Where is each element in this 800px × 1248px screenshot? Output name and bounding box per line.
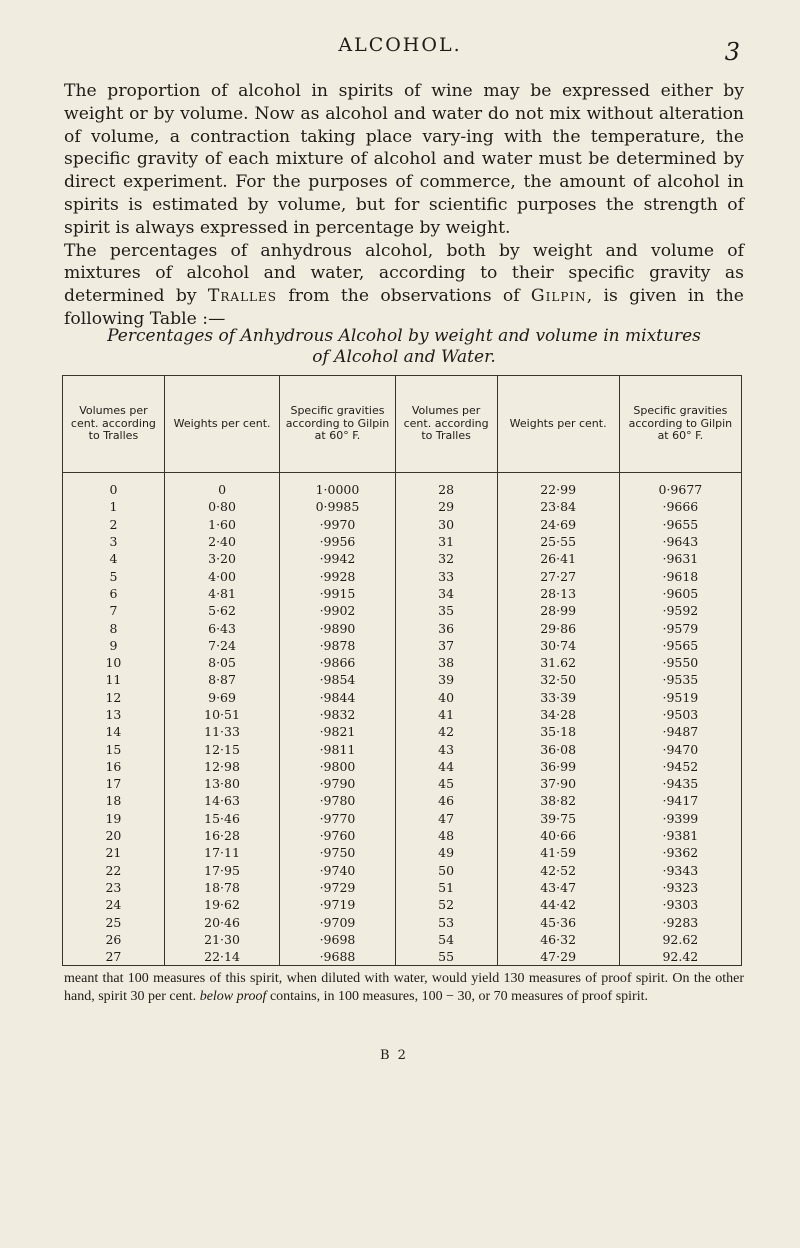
cell-gravity: ·9878 bbox=[280, 637, 395, 654]
cell-volumes-2: 32 bbox=[395, 550, 497, 567]
cell-weights-2: 32·50 bbox=[497, 671, 619, 688]
cell-weights-2: 26·41 bbox=[497, 550, 619, 567]
table-row bbox=[63, 723, 742, 740]
cell-weights: 4·81 bbox=[164, 585, 279, 602]
cell-gravity: ·9800 bbox=[280, 758, 395, 775]
cell-gravity-2: ·9565 bbox=[619, 637, 741, 654]
table-row bbox=[63, 879, 742, 896]
paragraph-2-part-a: The percentages of anhydrous alcohol, both by weight and volume of mixtures of alcohol and water, according to their specific gravity as determined by bbox=[64, 240, 744, 307]
cell-gravity: ·9780 bbox=[280, 792, 395, 809]
cell-weights-2: 44·42 bbox=[497, 896, 619, 913]
cell-gravity-2: ·9503 bbox=[619, 706, 741, 723]
cell-volumes: 1 bbox=[63, 498, 165, 515]
cell-gravity-2: ·9470 bbox=[619, 740, 741, 757]
cell-volumes-2: 47 bbox=[395, 810, 497, 827]
alcohol-table bbox=[62, 375, 742, 966]
cell-gravity: ·9760 bbox=[280, 827, 395, 844]
cell-volumes: 2 bbox=[63, 516, 165, 533]
cell-gravity: ·9854 bbox=[280, 671, 395, 688]
cell-volumes-2: 55 bbox=[395, 948, 497, 966]
cell-volumes-2: 29 bbox=[395, 498, 497, 515]
cell-volumes-2: 33 bbox=[395, 567, 497, 584]
cell-gravity: ·9928 bbox=[280, 567, 395, 584]
cell-gravity: ·9740 bbox=[280, 862, 395, 879]
cell-gravity: ·9719 bbox=[280, 896, 395, 913]
cell-volumes: 26 bbox=[63, 931, 165, 948]
table-row bbox=[63, 810, 742, 827]
table-row bbox=[63, 896, 742, 913]
cell-gravity: ·9790 bbox=[280, 775, 395, 792]
cell-weights-2: 27·27 bbox=[497, 567, 619, 584]
cell-gravity: 1·0000 bbox=[280, 473, 395, 499]
cell-weights-2: 47·29 bbox=[497, 948, 619, 966]
cell-volumes-2: 36 bbox=[395, 619, 497, 636]
cell-volumes-2: 40 bbox=[395, 689, 497, 706]
cell-volumes-2: 35 bbox=[395, 602, 497, 619]
col-header-gravity-2: Specific gravities according to Gilpin at 60° F. bbox=[619, 376, 741, 473]
cell-volumes-2: 38 bbox=[395, 654, 497, 671]
cell-weights: 8·87 bbox=[164, 671, 279, 688]
paragraph-1: The proportion of alcohol in spirits of wine may be expressed either by weight or by volume. Now as alcohol and water do not mix without alteration of volume, a contraction taking place vary-ing with the temperature, the specific gravity of each mixture of alcohol and water must be determined by direct experiment. For the purposes of commerce, the amount of alcohol in spirits is estimated by volume, but for scientific purposes the strength of spirit is always expressed in percentage by weight. bbox=[64, 81, 744, 238]
table-row bbox=[63, 585, 742, 602]
cell-volumes: 21 bbox=[63, 844, 165, 861]
cell-weights-2: 23·84 bbox=[497, 498, 619, 515]
cell-volumes-2: 43 bbox=[395, 740, 497, 757]
cell-volumes: 27 bbox=[63, 948, 165, 966]
page-header bbox=[60, 34, 740, 64]
cell-gravity: ·9915 bbox=[280, 585, 395, 602]
cell-volumes: 14 bbox=[63, 723, 165, 740]
table-row bbox=[63, 516, 742, 533]
cell-weights-2: 30·74 bbox=[497, 637, 619, 654]
cell-weights-2: 42·52 bbox=[497, 862, 619, 879]
cell-volumes: 13 bbox=[63, 706, 165, 723]
cell-weights: 11·33 bbox=[164, 723, 279, 740]
cell-gravity-2: ·9618 bbox=[619, 567, 741, 584]
cell-weights: 12·98 bbox=[164, 758, 279, 775]
cell-weights: 18·78 bbox=[164, 879, 279, 896]
cell-gravity-2: ·9605 bbox=[619, 585, 741, 602]
continuation-part-1: meant that 100 measures of this spirit, when diluted with water, would yield 130 measures of proof spirit. On the other hand, spirit 30 per cent. bbox=[64, 971, 744, 1004]
cell-weights: 7·24 bbox=[164, 637, 279, 654]
cell-volumes-2: 31 bbox=[395, 533, 497, 550]
cell-gravity: ·9770 bbox=[280, 810, 395, 827]
cell-weights-2: 40·66 bbox=[497, 827, 619, 844]
cell-volumes-2: 49 bbox=[395, 844, 497, 861]
cell-gravity-2: ·9452 bbox=[619, 758, 741, 775]
table-row bbox=[63, 931, 742, 948]
cell-volumes: 17 bbox=[63, 775, 165, 792]
cell-gravity: ·9750 bbox=[280, 844, 395, 861]
name-tralles: Tralles bbox=[207, 286, 277, 307]
cell-gravity-2: ·9666 bbox=[619, 498, 741, 515]
caption-line-2: of Alcohol and Water. bbox=[312, 347, 496, 367]
table-row bbox=[63, 758, 742, 775]
table-row bbox=[63, 862, 742, 879]
cell-gravity-2: ·9550 bbox=[619, 654, 741, 671]
col-header-volumes: Volumes per cent. according to Tralles bbox=[63, 376, 165, 473]
body-text bbox=[64, 80, 744, 331]
table-row bbox=[63, 498, 742, 515]
table-row bbox=[63, 827, 742, 844]
cell-weights-2: 22·99 bbox=[497, 473, 619, 499]
cell-weights: 5·62 bbox=[164, 602, 279, 619]
cell-weights-2: 43·47 bbox=[497, 879, 619, 896]
table-row bbox=[63, 706, 742, 723]
cell-gravity-2: ·9655 bbox=[619, 516, 741, 533]
cell-gravity: ·9688 bbox=[280, 948, 395, 966]
running-title: ALCOHOL. bbox=[338, 34, 462, 56]
table-row bbox=[63, 637, 742, 654]
cell-volumes: 7 bbox=[63, 602, 165, 619]
cell-weights: 13·80 bbox=[164, 775, 279, 792]
cell-gravity-2: ·9362 bbox=[619, 844, 741, 861]
col-header-weights: Weights per cent. bbox=[164, 376, 279, 473]
cell-gravity: ·9942 bbox=[280, 550, 395, 567]
cell-weights: 14·63 bbox=[164, 792, 279, 809]
cell-gravity-2: ·9631 bbox=[619, 550, 741, 567]
paragraph-2-part-c: , is given in the following Table :— bbox=[64, 286, 744, 329]
cell-volumes: 18 bbox=[63, 792, 165, 809]
cell-gravity-2: ·9417 bbox=[619, 792, 741, 809]
cell-gravity-2: ·9435 bbox=[619, 775, 741, 792]
cell-weights: 2·40 bbox=[164, 533, 279, 550]
cell-weights-2: 28·13 bbox=[497, 585, 619, 602]
cell-volumes-2: 39 bbox=[395, 671, 497, 688]
cell-weights: 3·20 bbox=[164, 550, 279, 567]
table-row bbox=[63, 567, 742, 584]
cell-gravity-2: ·9643 bbox=[619, 533, 741, 550]
table-row bbox=[63, 550, 742, 567]
table-row bbox=[63, 671, 742, 688]
cell-gravity-2: ·9519 bbox=[619, 689, 741, 706]
cell-weights-2: 28·99 bbox=[497, 602, 619, 619]
cell-volumes: 5 bbox=[63, 567, 165, 584]
cell-volumes-2: 46 bbox=[395, 792, 497, 809]
cell-volumes-2: 34 bbox=[395, 585, 497, 602]
cell-weights-2: 33·39 bbox=[497, 689, 619, 706]
continuation-text bbox=[64, 970, 744, 1006]
cell-gravity-2: ·9399 bbox=[619, 810, 741, 827]
cell-gravity-2: ·9592 bbox=[619, 602, 741, 619]
cell-weights-2: 39·75 bbox=[497, 810, 619, 827]
cell-volumes-2: 48 bbox=[395, 827, 497, 844]
table-row bbox=[63, 619, 742, 636]
cell-gravity-2: 0·9677 bbox=[619, 473, 741, 499]
cell-volumes-2: 50 bbox=[395, 862, 497, 879]
cell-weights-2: 37·90 bbox=[497, 775, 619, 792]
table-row bbox=[63, 602, 742, 619]
cell-gravity: 0·9985 bbox=[280, 498, 395, 515]
cell-volumes-2: 41 bbox=[395, 706, 497, 723]
table-caption bbox=[64, 326, 744, 368]
cell-gravity-2: ·9579 bbox=[619, 619, 741, 636]
cell-volumes: 6 bbox=[63, 585, 165, 602]
cell-weights-2: 31.62 bbox=[497, 654, 619, 671]
cell-volumes: 12 bbox=[63, 689, 165, 706]
table-row bbox=[63, 948, 742, 966]
cell-weights-2: 45·36 bbox=[497, 913, 619, 930]
cell-gravity: ·9970 bbox=[280, 516, 395, 533]
cell-weights: 0 bbox=[164, 473, 279, 499]
caption-line-1: Percentages of Anhydrous Alcohol by weight and volume in mixtures bbox=[107, 326, 701, 346]
cell-weights-2: 36·99 bbox=[497, 758, 619, 775]
table-row bbox=[63, 740, 742, 757]
cell-volumes: 23 bbox=[63, 879, 165, 896]
col-header-gravity: Specific gravities according to Gilpin at 60° F. bbox=[280, 376, 395, 473]
cell-volumes: 16 bbox=[63, 758, 165, 775]
cell-weights: 0·80 bbox=[164, 498, 279, 515]
cell-weights: 17·95 bbox=[164, 862, 279, 879]
cell-gravity-2: 92.42 bbox=[619, 948, 741, 966]
name-gilpin: Gilpin bbox=[530, 286, 587, 307]
cell-gravity: ·9821 bbox=[280, 723, 395, 740]
cell-volumes: 19 bbox=[63, 810, 165, 827]
cell-weights-2: 38·82 bbox=[497, 792, 619, 809]
table-row bbox=[63, 689, 742, 706]
cell-gravity: ·9709 bbox=[280, 913, 395, 930]
cell-gravity: ·9729 bbox=[280, 879, 395, 896]
cell-volumes: 22 bbox=[63, 862, 165, 879]
cell-gravity: ·9890 bbox=[280, 619, 395, 636]
cell-gravity-2: ·9283 bbox=[619, 913, 741, 930]
cell-weights: 8·05 bbox=[164, 654, 279, 671]
table-row bbox=[63, 844, 742, 861]
cell-volumes: 15 bbox=[63, 740, 165, 757]
cell-volumes: 24 bbox=[63, 896, 165, 913]
cell-weights: 1·60 bbox=[164, 516, 279, 533]
table-header-row bbox=[63, 376, 742, 473]
cell-gravity-2: ·9303 bbox=[619, 896, 741, 913]
cell-gravity-2: ·9343 bbox=[619, 862, 741, 879]
cell-volumes-2: 54 bbox=[395, 931, 497, 948]
cell-weights-2: 36·08 bbox=[497, 740, 619, 757]
cell-weights: 10·51 bbox=[164, 706, 279, 723]
cell-weights: 4·00 bbox=[164, 567, 279, 584]
cell-gravity: ·9844 bbox=[280, 689, 395, 706]
cell-volumes-2: 37 bbox=[395, 637, 497, 654]
cell-gravity: ·9832 bbox=[280, 706, 395, 723]
col-header-weights-2: Weights per cent. bbox=[497, 376, 619, 473]
cell-weights: 21·30 bbox=[164, 931, 279, 948]
cell-volumes-2: 28 bbox=[395, 473, 497, 499]
cell-weights: 22·14 bbox=[164, 948, 279, 966]
table-row bbox=[63, 775, 742, 792]
cell-gravity-2: ·9381 bbox=[619, 827, 741, 844]
cell-volumes: 20 bbox=[63, 827, 165, 844]
cell-weights: 12·15 bbox=[164, 740, 279, 757]
cell-gravity-2: ·9323 bbox=[619, 879, 741, 896]
cell-weights: 19·62 bbox=[164, 896, 279, 913]
cell-gravity-2: 92.62 bbox=[619, 931, 741, 948]
cell-volumes: 11 bbox=[63, 671, 165, 688]
cell-weights: 17·11 bbox=[164, 844, 279, 861]
cell-weights-2: 35·18 bbox=[497, 723, 619, 740]
cell-weights-2: 41·59 bbox=[497, 844, 619, 861]
cell-gravity: ·9698 bbox=[280, 931, 395, 948]
table-row bbox=[63, 473, 742, 499]
table-row bbox=[63, 533, 742, 550]
signature-mark: B 2 bbox=[380, 1048, 408, 1063]
paragraph-2-part-b: from the observations of bbox=[277, 286, 531, 307]
cell-volumes-2: 30 bbox=[395, 516, 497, 533]
cell-volumes-2: 44 bbox=[395, 758, 497, 775]
cell-volumes: 10 bbox=[63, 654, 165, 671]
cell-volumes-2: 45 bbox=[395, 775, 497, 792]
cell-weights: 20·46 bbox=[164, 913, 279, 930]
cell-volumes-2: 52 bbox=[395, 896, 497, 913]
cell-weights-2: 29·86 bbox=[497, 619, 619, 636]
cell-weights: 15·46 bbox=[164, 810, 279, 827]
cell-volumes: 8 bbox=[63, 619, 165, 636]
cell-gravity: ·9811 bbox=[280, 740, 395, 757]
page-number: 3 bbox=[724, 38, 740, 66]
cell-volumes: 9 bbox=[63, 637, 165, 654]
cell-weights-2: 25·55 bbox=[497, 533, 619, 550]
cell-volumes-2: 42 bbox=[395, 723, 497, 740]
cell-weights-2: 24·69 bbox=[497, 516, 619, 533]
table-row bbox=[63, 654, 742, 671]
cell-weights: 16·28 bbox=[164, 827, 279, 844]
paragraph-2 bbox=[64, 240, 744, 331]
cell-gravity: ·9866 bbox=[280, 654, 395, 671]
cell-volumes: 0 bbox=[63, 473, 165, 499]
cell-weights: 6·43 bbox=[164, 619, 279, 636]
cell-volumes: 4 bbox=[63, 550, 165, 567]
cell-volumes: 3 bbox=[63, 533, 165, 550]
cell-volumes-2: 53 bbox=[395, 913, 497, 930]
cell-gravity-2: ·9487 bbox=[619, 723, 741, 740]
below-proof-term: below proof bbox=[199, 989, 267, 1004]
cell-weights-2: 46·32 bbox=[497, 931, 619, 948]
alcohol-table-wrap bbox=[62, 375, 742, 965]
continuation-part-2: contains, in 100 measures, 100 − 30, or 70 measures of proof spirit. bbox=[266, 989, 649, 1004]
cell-gravity: ·9902 bbox=[280, 602, 395, 619]
table-row bbox=[63, 792, 742, 809]
cell-gravity-2: ·9535 bbox=[619, 671, 741, 688]
cell-volumes-2: 51 bbox=[395, 879, 497, 896]
cell-gravity: ·9956 bbox=[280, 533, 395, 550]
col-header-volumes-2: Volumes per cent. according to Tralles bbox=[395, 376, 497, 473]
table-row bbox=[63, 913, 742, 930]
table-body bbox=[63, 473, 742, 966]
cell-volumes: 25 bbox=[63, 913, 165, 930]
cell-weights: 9·69 bbox=[164, 689, 279, 706]
cell-weights-2: 34·28 bbox=[497, 706, 619, 723]
